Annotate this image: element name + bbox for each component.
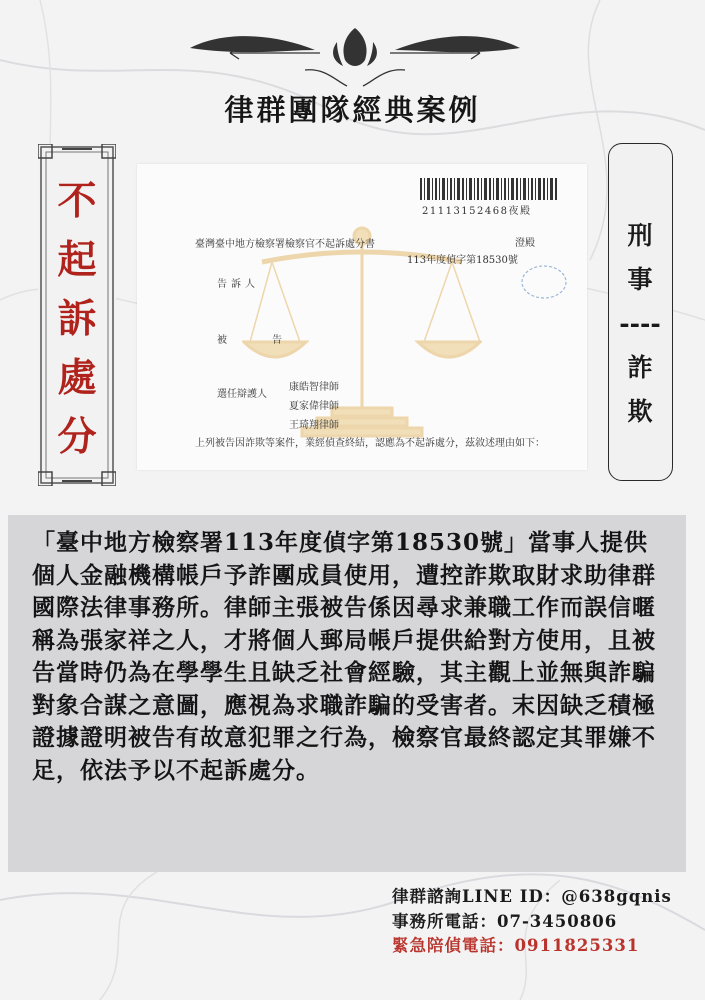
category-line: 刑 (627, 221, 653, 250)
left-title-banner (38, 144, 116, 486)
category-line: 詐 (627, 353, 653, 382)
document-case-number: 113年度偵字第18530號 (407, 255, 518, 266)
document-paragraph: 上列被告因詐欺等案件，業經偵查終結，認應為不起訴處分，茲敘述理由如下： (195, 438, 545, 449)
banner-char: 處 (57, 355, 97, 401)
banner-char: 分 (57, 414, 97, 460)
line-id: 律群諮詢LINE ID：@638gqnis (392, 887, 672, 906)
category-line: 欺 (627, 397, 653, 426)
lawyer-name: 夏家偉律師 (289, 401, 339, 412)
category-line: 事 (627, 265, 653, 294)
case-summary-text: 「臺中地方檢察署113年度偵字第18530號」當事人提供個人金融機構帳戶予詐團成員使用，遭控詐欺取財求助律群國際法律事務所。律師主張被告係因尋求兼職工作而誤信暱稱為張家祥之人，才將個人郵局帳戶提供給對方使用，且被告當時仍為在學學生且缺乏社會經驗，其主觀上並無與詐騙對象合謀之意圖，應視為求職詐騙的受害者。末因缺乏積極證據證明被告有故意犯罪之行為，檢察官最終認定其罪嫌不足，依法予以不起訴處分。 (32, 529, 656, 784)
page-title: 律群團隊經典案例 (224, 93, 481, 127)
banner-char: 起 (57, 237, 97, 283)
banner-char: 不 (57, 178, 97, 224)
document-grade: 澄殿 (515, 238, 535, 249)
banner-char: 訴 (57, 296, 97, 342)
defendant-label: 被 (217, 335, 227, 346)
barcode (420, 178, 560, 200)
lawyer-name: 康皓智律師 (289, 382, 339, 393)
category-banner (608, 143, 673, 481)
defendant-label-2: 告 (272, 335, 282, 346)
contact-info (392, 885, 672, 959)
document-scan (137, 164, 587, 470)
office-phone: 事務所電話：07-3450806 (392, 911, 618, 931)
document-agency: 臺灣臺中地方檢察署檢察官不起訴處分書 (195, 239, 375, 250)
lawyer-name: 王琦翔律師 (289, 420, 339, 431)
counsel-label: 選任辯護人 (217, 389, 267, 400)
emergency-phone: 緊急陪偵電話：0911825331 (392, 936, 640, 955)
barcode-number: 21113152468夜殿 (422, 206, 532, 217)
case-summary-panel (8, 515, 686, 872)
complainant-label: 告訴人 (217, 279, 259, 290)
seal-stamp (517, 262, 572, 302)
category-separator: ---- (619, 309, 661, 338)
